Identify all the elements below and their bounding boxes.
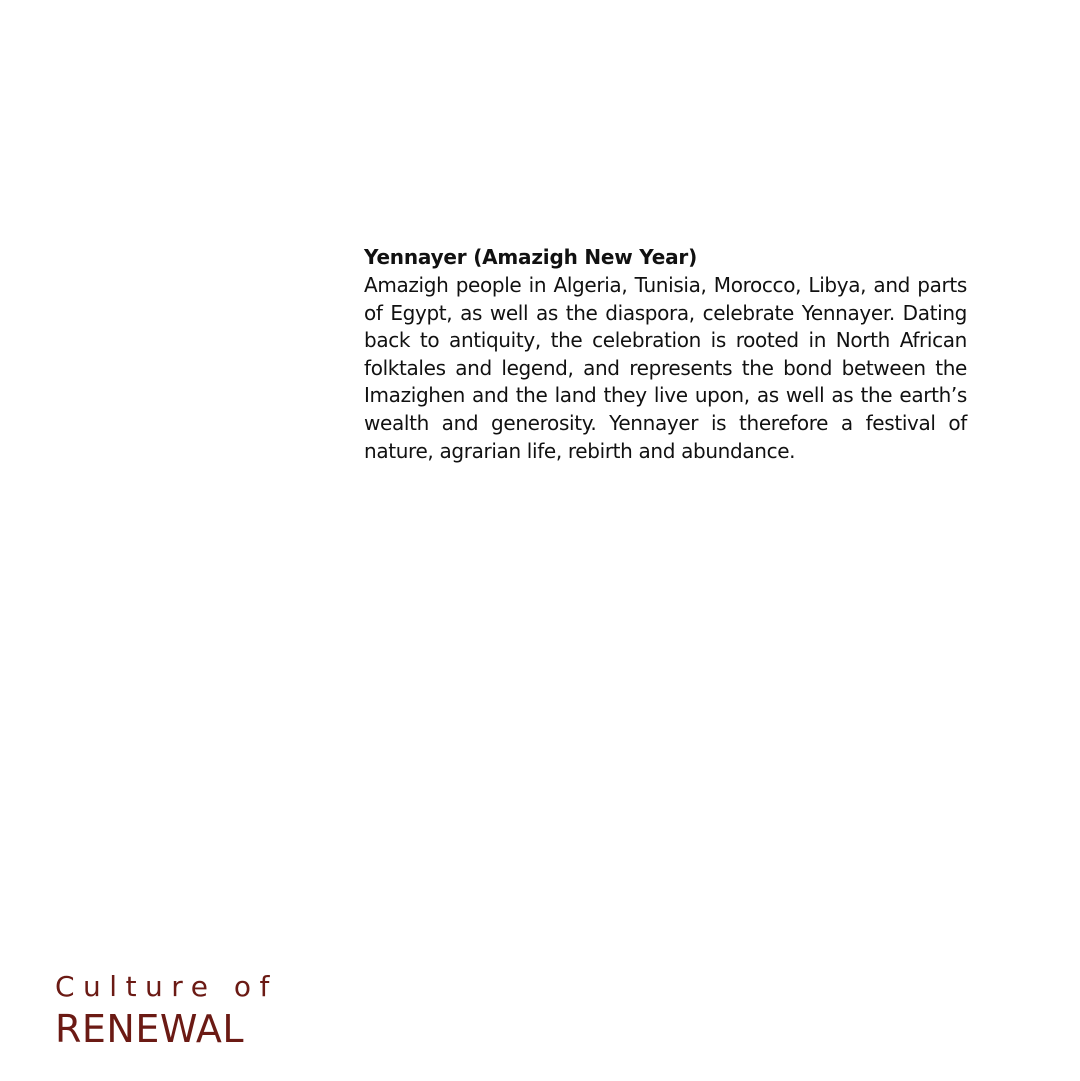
- brand-line-renewal: RENEWAL: [55, 1007, 245, 1051]
- brand-line-culture-of: Culture of: [55, 970, 278, 1003]
- article-block: [364, 243, 967, 465]
- article-body: Amazigh people in Algeria, Tunisia, Morocco, Libya, and parts of Egypt, as well as the diaspora, celebrate Yennayer. Dating back to antiquity, the celebration is rooted in North African folktales and legend, and represents the bond between the Imazighen and the land they live upon, as well as the earth’s wealth and generosity. Yennayer is therefore a festival of nature, agrarian life, rebirth and abundance.: [364, 273, 967, 463]
- branding-logo: [55, 968, 278, 1052]
- article-title: Yennayer (Amazigh New Year): [364, 245, 698, 269]
